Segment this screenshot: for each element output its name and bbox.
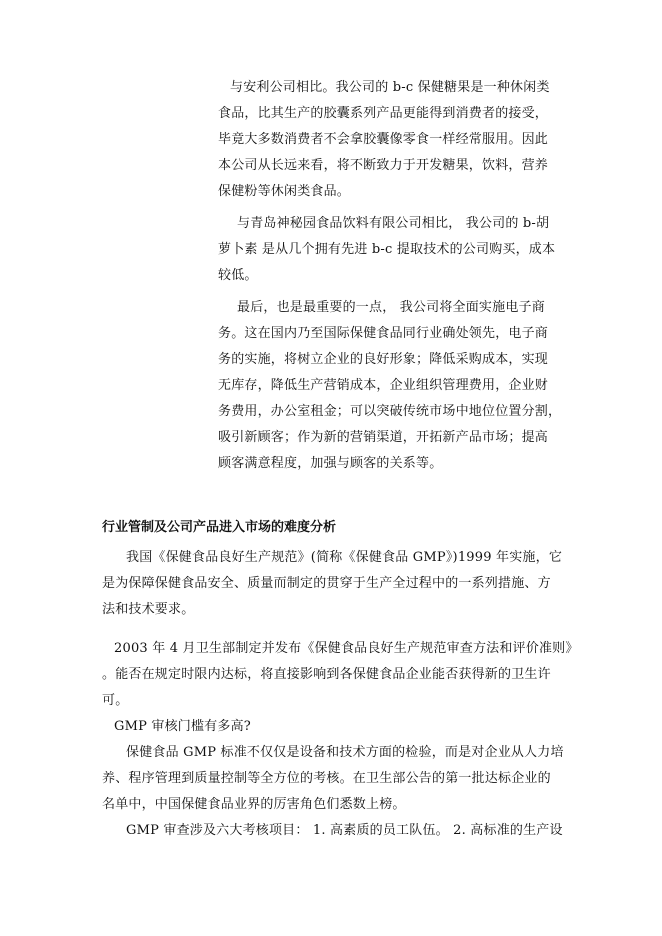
text-line: 萝卜素 是从几个拥有先进 b-c 提取技术的公司购买，成本	[218, 242, 556, 257]
section-heading: 行业管制及公司产品进入市场的难度分析	[102, 520, 337, 535]
text-line: 保健粉等休闲类食品。	[218, 184, 351, 199]
text-line: 吸引新顾客；作为新的营销渠道，开拓新产品市场；提高	[218, 430, 549, 445]
text-line: 名单中，中国保健食品业界的厉害角色们悉数上榜。	[102, 797, 406, 812]
text-line: 较低。	[218, 268, 258, 283]
text-line: 2003 年 4 月卫生部制定并发布《保健食品良好生产规范审查方法和评价准则》	[114, 641, 579, 656]
text-line: 保健食品 GMP 标准不仅仅是设备和技术方面的检验，而是对企业从人力培	[126, 745, 564, 760]
text-line: 顾客满意程度，加强与顾客的关系等。	[218, 456, 443, 471]
text-line: 务费用，办公室租金；可以突破传统市场中地位位置分割，	[218, 404, 562, 419]
text-line: 法和技术要求。	[102, 602, 195, 617]
text-line: GMP 审查涉及六大考核项目： 1. 高素质的员工队伍。 2. 高标准的生产设	[126, 823, 563, 838]
text-line: 务。这在国内乃至国际保健食品同行业确处领先，电子商	[218, 326, 549, 341]
text-line: 是为保障保健食品安全、质量而制定的贯穿于生产全过程中的一系列措施、方	[102, 576, 551, 591]
text-line: 。能否在规定时限内达标，将直接影响到各保健食品企业能否获得新的卫生许	[102, 667, 551, 682]
question-line: GMP 审核门槛有多高?	[114, 719, 251, 734]
text-line: 无库存，降低生产营销成本，企业组织管理费用，企业财	[218, 378, 549, 393]
text-line: 食品，比其生产的胶囊系列产品更能得到消费者的接受，	[218, 106, 549, 121]
text-line: 最后，也是最重要的一点， 我公司将全面实施电子商	[237, 300, 545, 315]
text-line: 可。	[102, 693, 129, 708]
text-line: 养、程序管理到质量控制等全方位的考核。在卫生部公告的第一批达标企业的	[102, 771, 551, 786]
text-line: 与青岛神秘园食品饮料有限公司相比， 我公司的 b-胡	[237, 216, 550, 231]
text-line: 与安利公司相比。我公司的 b-c 保健糖果是一种休闲类	[230, 80, 550, 95]
text-line: 本公司从长远来看，将不断致力于开发糖果，饮料，营养	[218, 158, 549, 173]
text-line: 我国《保健食品良好生产规范》(简称《保健食品 GMP》)1999 年实施，它	[126, 550, 563, 565]
text-line: 务的实施，将树立企业的良好形象；降低采购成本，实现	[218, 352, 549, 367]
text-line: 毕竟大多数消费者不会拿胶囊像零食一样经常服用。因此	[218, 132, 549, 147]
